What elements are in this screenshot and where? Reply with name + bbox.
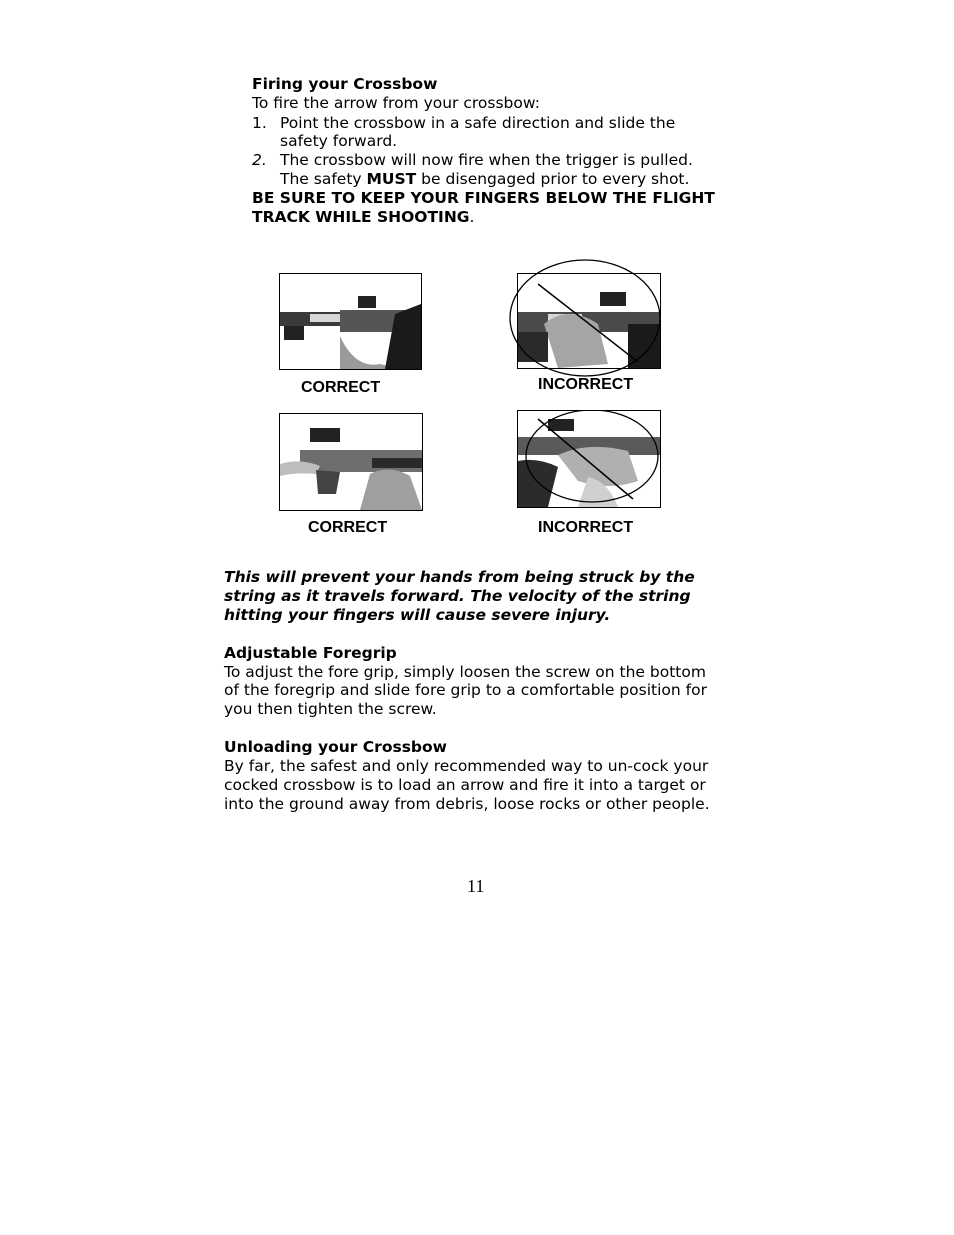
step-2-line1: The crossbow will now fire when the trigger is pulled.	[280, 151, 693, 169]
correct-grip-photo-2	[279, 413, 423, 511]
step-2-line2	[280, 170, 689, 189]
caution-line3: hitting your fingers will cause severe injury.	[224, 606, 611, 624]
unloading-heading: Unloading your Crossbow	[224, 738, 447, 756]
step-1-line2: safety forward.	[280, 132, 398, 150]
foregrip-line3: you then tighten the screw.	[224, 700, 437, 718]
firing-heading: Firing your Crossbow	[252, 75, 438, 93]
step-2-number: 2.	[252, 151, 267, 169]
unloading-line2: cocked crossbow is to load an arrow and fire it into a target or	[224, 776, 706, 794]
foregrip-line2: of the foregrip and slide fore grip to a comfortable position for	[224, 681, 707, 699]
caption-correct-2: CORRECT	[308, 519, 388, 536]
firing-intro: To fire the arrow from your crossbow:	[252, 94, 540, 112]
step-2-must: MUST	[366, 170, 417, 188]
foregrip-line1: To adjust the fore grip, simply loosen the screw on the bottom	[224, 663, 706, 681]
warning-line2	[252, 208, 474, 227]
warning-period: .	[469, 208, 475, 226]
page-number: 11	[467, 876, 485, 896]
foregrip-heading: Adjustable Foregrip	[224, 644, 397, 662]
unloading-line1: By far, the safest and only recommended way to un-cock your	[224, 757, 709, 775]
step-2-line2-pre: The safety	[280, 170, 367, 188]
prohibition-circle-icon	[505, 255, 665, 385]
unloading-line3: into the ground away from debris, loose rocks or other people.	[224, 795, 710, 813]
caution-line1: This will prevent your hands from being struck by the	[224, 568, 695, 586]
caption-incorrect-1: INCORRECT	[538, 376, 634, 393]
caution-line2: string as it travels forward. The velocity of the string	[224, 587, 691, 605]
prohibition-circle-icon-2	[517, 410, 659, 506]
caption-correct-1: CORRECT	[301, 379, 381, 396]
step-1-number: 1.	[252, 114, 267, 132]
correct-grip-photo-1	[279, 273, 422, 370]
step-2-line2-post: be disengaged prior to every shot.	[416, 170, 690, 188]
warning-line2-text: TRACK WHILE SHOOTING	[252, 208, 470, 226]
caption-incorrect-2: INCORRECT	[538, 519, 634, 536]
step-1-line1: Point the crossbow in a safe direction and slide the	[280, 114, 676, 132]
warning-line1: BE SURE TO KEEP YOUR FINGERS BELOW THE FLIGHT	[252, 189, 715, 207]
